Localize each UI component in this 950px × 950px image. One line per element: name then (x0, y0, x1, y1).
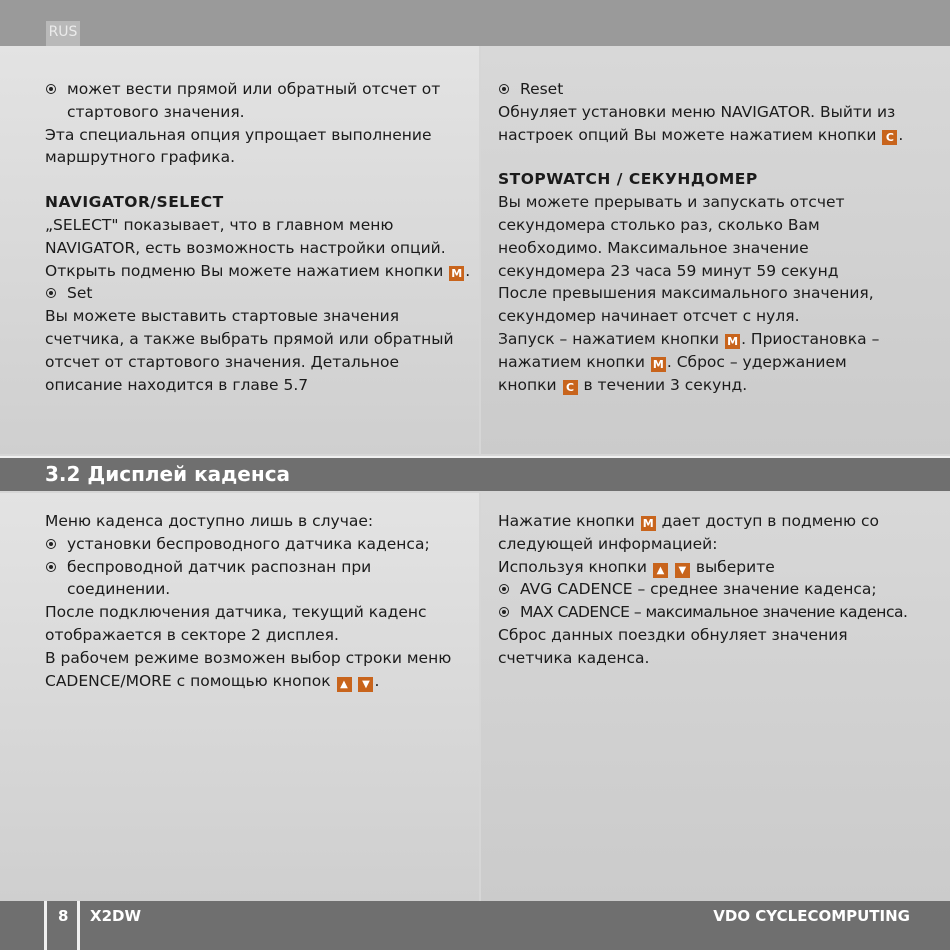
bullet-item: беспроводной датчик распознан при (45, 556, 451, 579)
up-arrow-key-icon: ▲ (653, 563, 668, 578)
text-line: Сброс данных поездки обнуляет значения (498, 625, 848, 644)
bullet-icon (46, 84, 56, 94)
bullet-icon (46, 288, 56, 298)
text-line: отсчет от стартового значения. Детальное (45, 352, 400, 371)
bullet-icon (499, 607, 509, 617)
m-key-icon: M (641, 516, 656, 531)
c-key-icon: C (882, 130, 897, 145)
text-line: кнопки C в течении 3 секунд. (498, 375, 748, 394)
text-line: После подключения датчика, текущий каденс (45, 603, 427, 622)
text-line: нажатием кнопки M . Сброс – удержанием (498, 352, 847, 371)
section-title: 3.2 Дисплей каденса (45, 462, 291, 486)
text-line: Нажатие кнопки M дает доступ в подменю со (498, 512, 880, 530)
footer-divider (44, 901, 47, 950)
column-top-left (45, 78, 470, 396)
page-number: 8 (58, 907, 69, 925)
text-line: маршрутного графика. (45, 148, 236, 167)
column-bottom-left (45, 510, 451, 692)
column-bottom-right (498, 510, 907, 670)
footer-divider (77, 901, 80, 950)
down-arrow-key-icon: ▼ (358, 677, 373, 692)
text-line: соединении. (67, 580, 171, 599)
text-line: После превышения максимального значения, (498, 284, 874, 303)
text-line: В рабочем режиме возможен выбор строки меню (45, 648, 452, 667)
text-line: счетчика, а также выбрать прямой или обратный (45, 329, 454, 348)
text-line: секундомера столько раз, сколько Вам (498, 215, 820, 234)
c-key-icon: C (563, 380, 578, 395)
text-line: Эта специальная опция упрощает выполнение (45, 125, 432, 144)
text-line: NAVIGATOR, есть возможность настройки опций. (45, 238, 446, 257)
bullet-icon (46, 562, 56, 572)
model-name: X2DW (90, 907, 141, 925)
text-line: Обнуляет установки меню NAVIGATOR. Выйти из (498, 102, 896, 121)
text-line: секундомер начинает отсчет с нуля. (498, 307, 800, 326)
bullet-item: Set (45, 282, 470, 305)
stopwatch-heading: STOPWATCH / СЕКУНДОМЕР (498, 170, 758, 189)
text-line: Открыть подменю Вы можете нажатием кнопки M . (45, 261, 471, 280)
m-key-icon: M (449, 266, 464, 281)
brand-name: VDO CYCLECOMPUTING (713, 907, 910, 925)
footer-bar (0, 901, 950, 950)
bullet-icon (499, 584, 509, 594)
bullet-item: Reset (498, 78, 903, 101)
text-line: CADENCE/MORE с помощью кнопок ▲ ▼ . (45, 671, 380, 690)
text-line: Вы можете выставить стартовые значения (45, 307, 400, 326)
text-line: Вы можете прерывать и запускать отсчет (498, 193, 845, 212)
text-line: настроек опций Вы можете нажатием кнопки C . (498, 125, 904, 144)
text-line: стартового значения. (67, 102, 245, 121)
text-line: счетчика каденса. (498, 648, 650, 667)
bullet-item: установки беспроводного датчика каденса; (45, 533, 451, 556)
bullet-icon (46, 539, 56, 549)
bullet-item: MAX CADENCE – максимальное значение каденса. (498, 601, 907, 624)
navigator-select-heading: NAVIGATOR/SELECT (45, 193, 224, 212)
text-line: секундомера 23 часа 59 минут 59 секунд (498, 261, 839, 280)
m-key-icon: M (651, 357, 666, 372)
text-line: „SELECT" показывает, что в главном меню (45, 215, 394, 234)
text-line: Запуск – нажатием кнопки M . Приостановка – (498, 329, 880, 348)
bullet-item: может вести прямой или обратный отсчет от (45, 78, 470, 101)
top-bar (0, 0, 950, 46)
down-arrow-key-icon: ▼ (675, 563, 690, 578)
section-header (0, 456, 950, 491)
text-line: описание находится в главе 5.7 (45, 375, 309, 394)
column-top-right (498, 78, 903, 396)
text-line: Меню каденса доступно лишь в случае: (45, 512, 374, 530)
m-key-icon: M (725, 334, 740, 349)
language-tab: RUS (46, 21, 80, 46)
up-arrow-key-icon: ▲ (337, 677, 352, 692)
bullet-icon (499, 84, 509, 94)
text-line: Используя кнопки ▲ ▼ выберите (498, 557, 775, 576)
text-line: следующей информацией: (498, 534, 718, 553)
text-line: отображается в секторе 2 дисплея. (45, 625, 339, 644)
text-line: необходимо. Максимальное значение (498, 238, 809, 257)
bullet-item: AVG CADENCE – среднее значение каденса; (498, 578, 907, 601)
